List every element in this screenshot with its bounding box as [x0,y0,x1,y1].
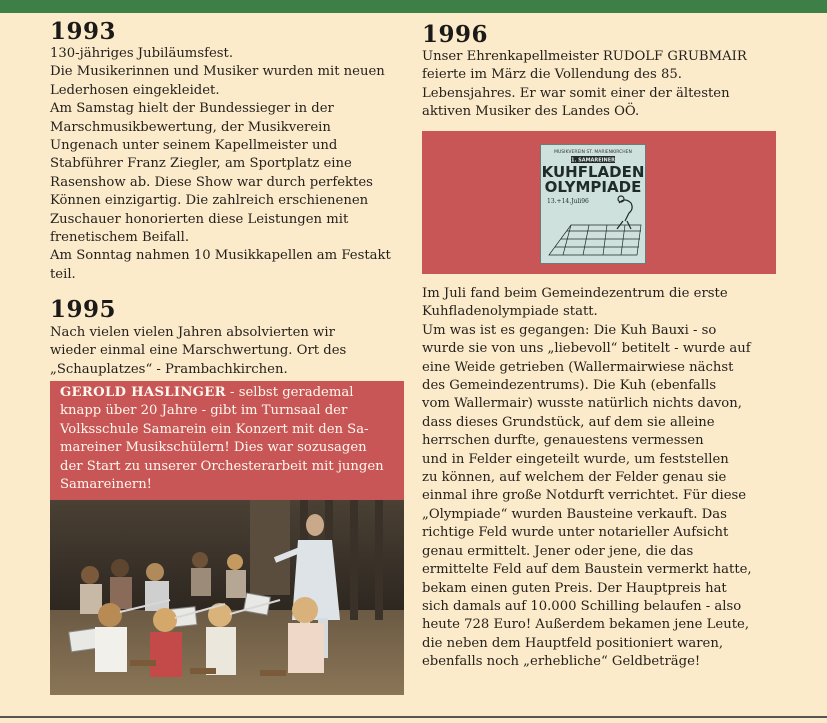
heading-1996: 1996 [422,21,489,48]
poster-date: 13.+14.Juli96 [547,198,589,205]
top-green-bar [0,0,827,13]
poster-line2: OLYMPIADE [544,178,642,196]
poster-top: MUSIKVEREIN ST. MARIENKIRCHEN [554,150,632,155]
haslinger-text [60,384,398,494]
poster-graphic [541,145,645,263]
poster-line1: KUHFLADEN [541,163,645,181]
heading-1995: 1995 [50,296,117,323]
text-1996-body: Im Juli fand beim Gemeindezentrum die erste Kuhfladenolympiade statt. Um was ist es gegangen: Die Kuh Bauxi - so wurde sie von uns „liebevoll“ betitelt - wurde auf eine Weide getrieben (Wallermairwiese nächst des Gemeindezentrums). Die Kuh (ebenfalls vom Wallermair) wusste natürlich nichts davon, dass dieses Grundstück, auf dem sie alleine herrschen durfte, genauestens vermessen und in Felder eingeteilt wurde, um feststellen zu können, auf welchem der Felder genau sie einmal ihre große Notdurft verrichtet. Für diese „Olympiade“ wurden Bausteine verkauft. Das richtige Feld wurde unter notarieller Aufsicht genau ermittelt. Jener oder jene, die das ermittelte Feld auf dem Baustein vermerkt hatte, bekam einen guten Preis. Der Hauptpreis hat sich damals auf 10.000 Schilling belaufen - also heute 728 Euro! Außerdem bekamen jene Leute, die neben dem Hauptfeld positioniert waren, ebenfalls noch „erhebliche“ Geldbeträge! [422,286,752,670]
poster-sub: 1. SAMAREINER [570,157,616,164]
text-1996-intro: Unser Ehrenkapellmeister RUDOLF GRUBMAIR feierte im März die Vollendung des 85. Lebensjahres. Er war somit einer der ältesten aktiven Musiker des Landes OÖ. [422,49,747,120]
haslinger-name: GEROLD HASLINGER [60,385,226,400]
text-1993: 130-jähriges Jubiläumsfest. Die Musikerinnen und Musiker wurden mit neuen Lederhosen eingekleidet. Am Samstag hielt der Bundessieger in der Marschmusikbewertung, der Musikverein Ungenach unter seinem Kapellmeister und Stabführer Franz Ziegler, am Sportplatz eine Rasenshow ab. Diese Show war durch perfektes Können einzigartig. Die zahlreich erschienenen Zuschauer honorierten diese Leistungen mit frenetischem Beifall. Am Sonntag nahmen 10 Musikkapellen am Festakt teil. [50,46,391,282]
bottom-rule [0,716,827,718]
orchestra-photo [50,500,404,695]
kuhfladen-poster [540,144,646,264]
haslinger-body: - selbst gerademal knapp über 20 Jahre - gibt im Turnsaal der Volksschule Samarein ein Konzert mit den Sa- mareiner Musikschülern! Dies war sozusagen der Start zu unserer Orchesterarbeit mit jungen Samareinern! [60,385,384,493]
heading-1993: 1993 [50,18,117,45]
orchestra-photo-illustration [50,500,404,695]
haslinger-box [50,381,404,500]
text-1995: Nach vielen vielen Jahren absolvierten wir wieder einmal eine Marschwertung. Ort des „Schauplatzes“ - Prambachkirchen. [50,325,347,377]
